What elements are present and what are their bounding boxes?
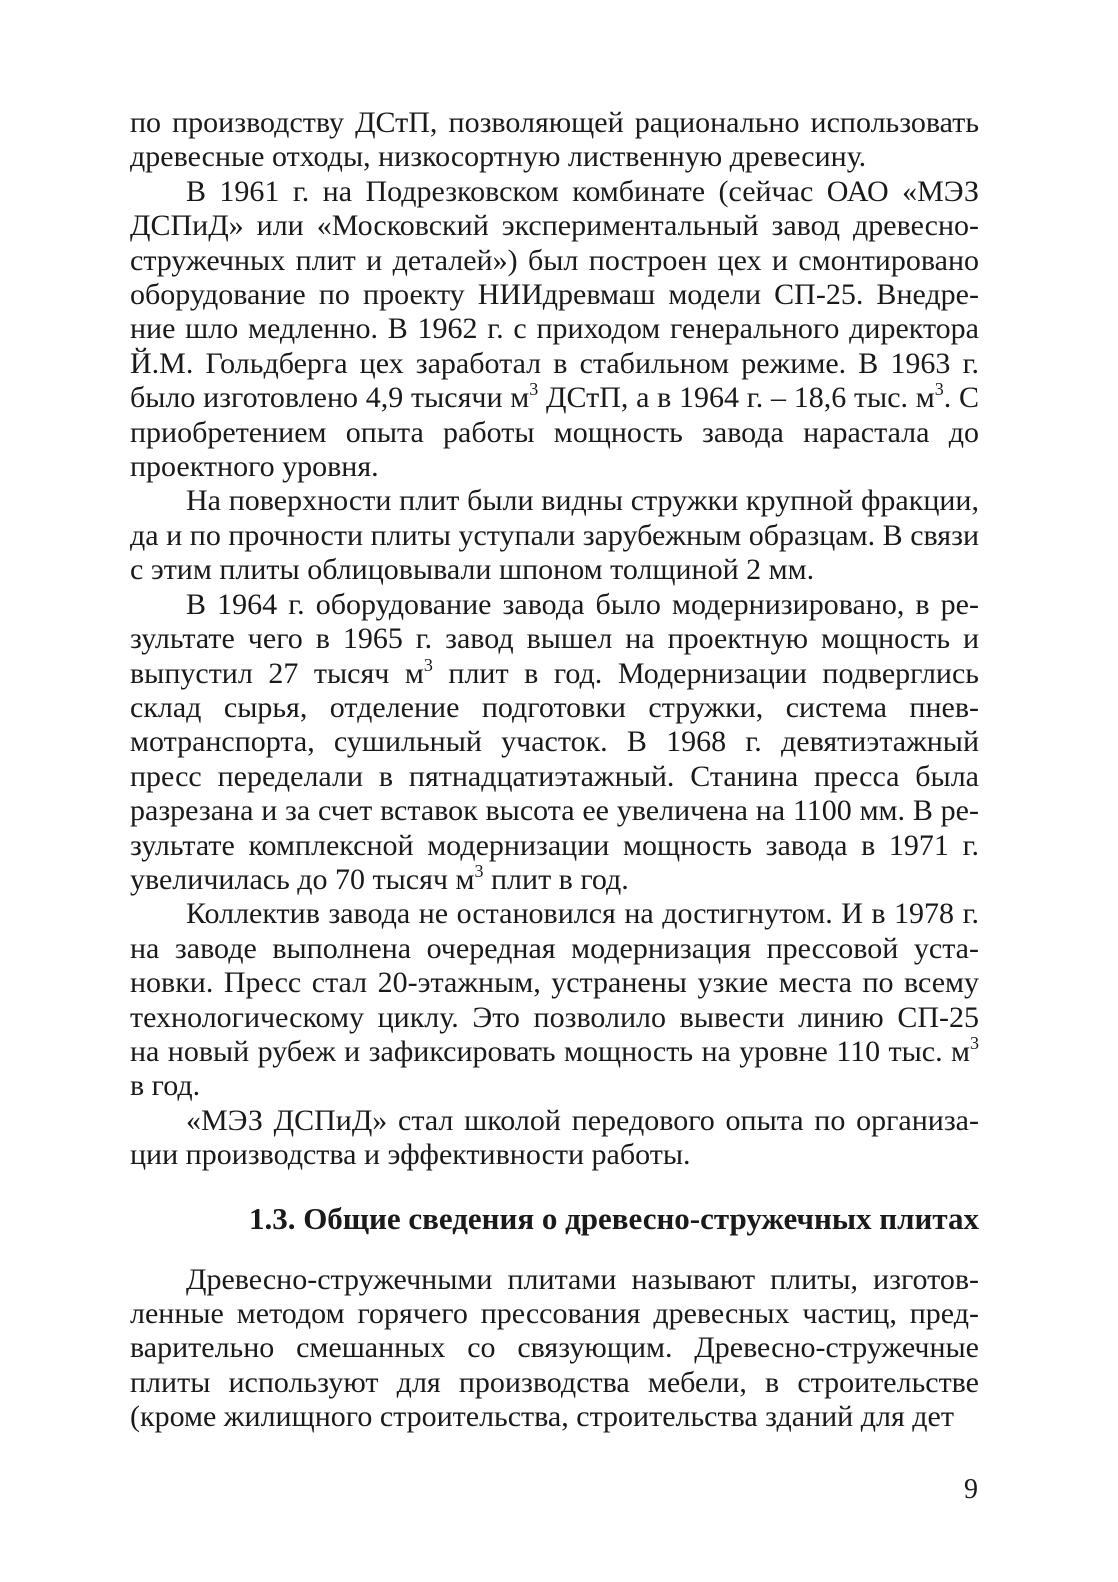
- paragraph-1961-workshop: [130, 175, 979, 485]
- paragraph-continuation: по производству ДСтП, позволяющей рационально использовать древесные отходы, низкосортную лиственную древесину.: [130, 106, 979, 174]
- paragraph-text: плит в год. Модернизации подверглись склад сырья, отделение подготовки стружки, система пневмотранспорта, сушильный участок. В 1968 г. девятиэтажный пресс переделали в пятнадцатиэтажный. Станина пресса была разрезана и за счет вставок высота ее увеличена на 1100 мм. В результате комплексной модернизации мощность завода в 1971 г. увеличилась до 70 тысяч м: [130, 656, 979, 896]
- paragraph-definition: Древесно-стружечными плитами называют плиты, изготовленные методом горячего прессования древесных частиц, предварительно смешанных со связующим. Древесно-стружечные плиты используют для производства мебели, в строительстве (кроме жилищного строительства, строительства зданий для дет: [130, 1262, 979, 1434]
- section-heading: 1.3. Общие сведения о древесно-стружечных плитах: [248, 1200, 979, 1236]
- page-body: [130, 106, 979, 1435]
- paragraph-text: ДСтП, а в 1964 г. – 18,6 тыс. м: [538, 381, 935, 415]
- cubic-superscript: 3: [423, 654, 433, 675]
- paragraph-text: . С приобретением опыта работы мощность завода нарастала до проектного уровня.: [130, 381, 979, 484]
- cubic-superscript: 3: [474, 860, 484, 881]
- cubic-superscript: 3: [934, 379, 944, 400]
- paragraph-1964-modernization: [130, 588, 979, 898]
- page-number: 9: [964, 1474, 978, 1505]
- paragraph-text: Коллектив завода не остановился на достигнутом. И в 1978 г. на заводе выполнена очередная модернизация прессовой установки. Пресс стал 20-этажным, устранены узкие места по всему технологическому циклу. Это позволило вывести линию СП-25 на новый рубеж и зафиксировать мощность на уровне 110 тыс. м: [130, 897, 979, 1068]
- paragraph-text: В 1964 г. оборудование завода было модернизировано, в результате чего в 1965 г. завод вышел на проектную мощность и выпустил 27 тысяч м: [130, 587, 979, 690]
- paragraph-school-of-experience: «МЭЗ ДСПиД» стал школой передового опыта по организации производства и эффективности работы.: [130, 1103, 979, 1172]
- paragraph-text: В 1961 г. на Подрезковском комбинате (сейчас ОАО «МЭЗ ДСПиД» или «Московский экспериментальный завод древесно-стружечных плит и деталей») был построен цех и смонтировано оборудование по проекту НИИдревмаш модели СП-25. Внедрение шло медленно. В 1962 г. с приходом генерального директора Й.М. Гольдберга цех заработал в стабильном режиме. В 1963 г. было изготовлено 4,9 тысячи м: [130, 174, 979, 415]
- cubic-superscript: 3: [529, 379, 539, 400]
- paragraph-text: в год.: [130, 1069, 201, 1103]
- cubic-superscript: 3: [970, 1032, 979, 1053]
- paragraph-1978-modernization: [130, 897, 979, 1103]
- paragraph-surface-quality: На поверхности плит были видны стружки крупной фракции, да и по прочности плиты уступали зарубежным образцам. В связи с этим плиты облицовывали шпоном толщиной 2 мм.: [130, 484, 979, 587]
- paragraph-text: плит в год.: [483, 862, 629, 896]
